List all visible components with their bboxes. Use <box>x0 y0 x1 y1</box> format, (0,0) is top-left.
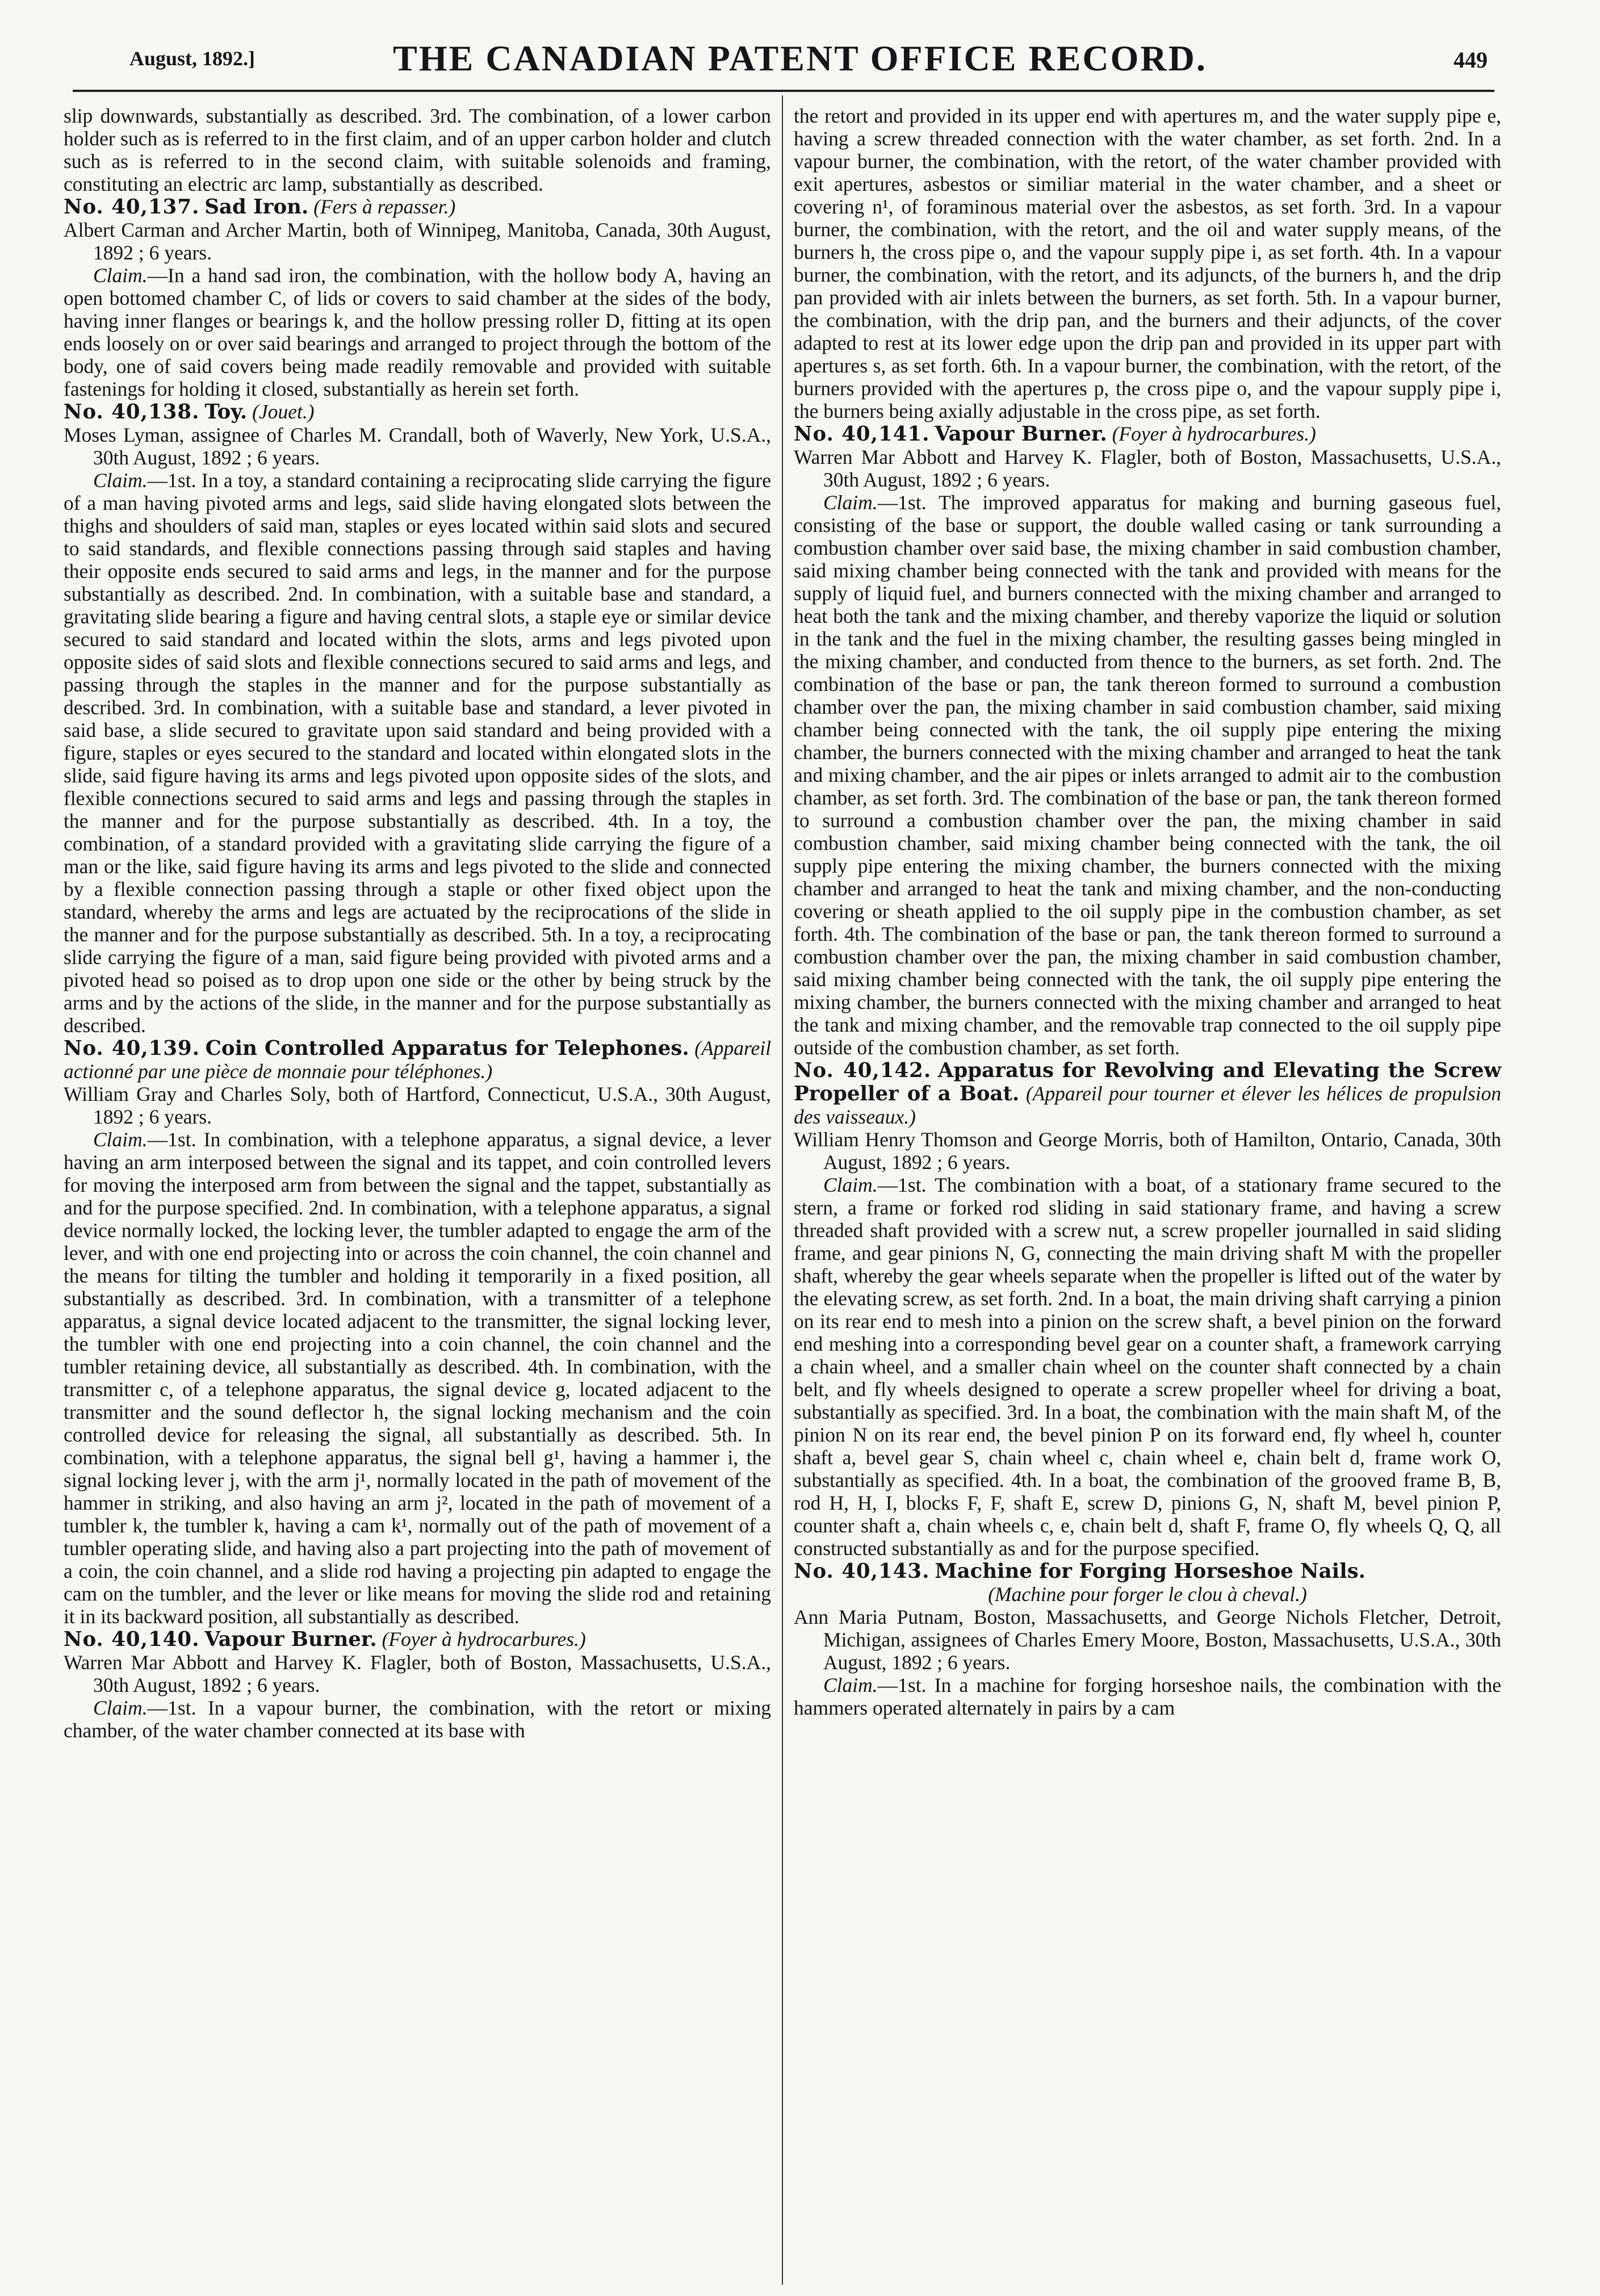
patent-french-title: (Jouet.) <box>252 400 315 423</box>
patent-heading <box>64 400 771 424</box>
claim-text: —1st. The combination with a boat, of a stationary frame secured to the stern, a frame or forked rod sliding in said stationary frame, and having a screw threaded shaft provided with a screw nut, a screw propeller journalled in said sliding frame, and gear pinions N, G, connecting the main driving shaft M with the propeller shaft, whereby the gear wheels separate when the propeller is lifted out of the water by the elevating screw, as set forth. 2nd. In a boat, the main driving shaft carrying a pinion on its rear end to mesh into a pinion on the screw shaft, a bevel pinion on the forward end meshing into a corresponding bevel gear on a counter shaft, a framework carrying a chain wheel, and a smaller chain wheel on the counter shaft connected by a chain belt, and fly wheels designed to operate a screw propeller wheel for driving a boat, substantially as specified. 3rd. In a boat, the combination with the main shaft M, of the pinion N on its rear end, the bevel pinion P on its forward end, fly wheel h, counter shaft a, bevel gear S, chain wheel c, chain wheel e, chain belt d, frame work O, substantially as specified. 4th. In a boat, the combination of the grooved frame B, B, rod H, H, I, blocks F, F, shaft E, screw D, pinions G, N, shaft M, bevel pinion P, counter shaft a, chain wheels c, e, chain belt d, shaft F, frame O, fly wheels Q, Q, all constructed substantially as and for the purpose specified. <box>794 1174 1501 1560</box>
page-header <box>0 0 1600 97</box>
patent-parties: William Henry Thomson and George Morris, both of Hamilton, Ontario, Canada, 30th August, 1892 ; 6 years. <box>794 1128 1501 1174</box>
patent-number: No. 40,142. <box>794 1059 932 1082</box>
patent-heading <box>64 1037 771 1083</box>
patent-french-title: (Appareil pour tourner et élever les hélices de propulsion des vaisseaux.) <box>794 1082 1502 1128</box>
patent-parties: Warren Mar Abbott and Harvey K. Flagler, both of Boston, Massachusetts, U.S.A., 30th August, 1892 ; 6 years. <box>64 1651 771 1696</box>
patent-title: Coin Controlled Apparatus for Telephones. <box>205 1037 689 1060</box>
patent-number: No. 40,139. <box>64 1037 200 1060</box>
patent-entry <box>64 400 771 1037</box>
patent-entry <box>64 195 771 400</box>
patent-heading <box>794 1560 1501 1583</box>
patent-heading <box>794 1059 1501 1128</box>
patent-claim <box>64 1696 771 1742</box>
patent-title: Vapour Burner. <box>204 1628 377 1651</box>
claim-text: —1st. In a machine for forging horseshoe nails, the combination with the hammers operated alternately in pairs by a cam <box>794 1674 1501 1719</box>
claim-label: Claim. <box>823 491 878 514</box>
patent-claim <box>64 1128 771 1628</box>
patent-heading <box>794 422 1501 446</box>
patent-number: No. 40,138. <box>64 400 200 424</box>
patent-french-title: (Appareil actionné par une pièce de monnaie pour téléphones.) <box>64 1037 772 1083</box>
patent-french-title: (Machine pour forger le clou à cheval.) <box>988 1583 1307 1606</box>
claim-label: Claim. <box>93 1696 148 1719</box>
patent-title: Vapour Burner. <box>935 422 1107 446</box>
patent-french-title: (Foyer à hydrocarbures.) <box>382 1628 586 1650</box>
patent-entry <box>794 1059 1501 1560</box>
continuation-text: the retort and provided in its upper end with apertures m, and the water supply pipe e, having a screw threaded connection with the water chamber, as set forth. 2nd. In a vapour burner, the combination, with the retort, of the water chamber provided with exit apertures, asbestos or similiar material in the water chamber, and a sheet or covering n¹, of foraminous material over the asbestos, as set forth. 3rd. In a vapour burner, the combination, with the retort, and the oil and water supply means, of the burners h, the cross pipe o, and the vapour supply pipe i, as set forth. 4th. In a vapour burner, the combination, with the retort, and its adjuncts, of the burners h, and the drip pan provided with air inlets between the burners, as set forth. 5th. In a vapour burner, the combination, with the drip pan, and the burners and their adjuncts, of the cover adapted to rest at its lower edge upon the drip pan and provided in its upper part with apertures s, as set forth. 6th. In a vapour burner, the combination, with the retort, of the burners provided with the apertures p, the cross pipe o, and the vapour supply pipe i, the burners being axially adjustable in the cross pipe, as set forth. <box>794 104 1501 422</box>
continuation-text: slip downwards, substantially as described. 3rd. The combination, of a lower carbon holder such as is referred to in the first claim, and of an upper carbon holder and clutch such as is referred to in the second claim, with suitable solenoids and framing, constituting an electric arc lamp, substantially as described. <box>64 104 771 195</box>
patent-parties: William Gray and Charles Soly, both of Hartford, Connecticut, U.S.A., 30th August, 1892 ; 6 years. <box>64 1083 771 1128</box>
left-column <box>64 104 771 1742</box>
patent-french-title: (Fers à repasser.) <box>313 195 456 218</box>
issue-date: August, 1892.] <box>129 47 256 70</box>
claim-label: Claim. <box>93 1128 148 1151</box>
patent-number: No. 40,140. <box>64 1628 200 1651</box>
patent-entry <box>794 422 1501 1059</box>
patent-title: Toy. <box>204 400 248 424</box>
claim-text: —1st. In a toy, a standard containing a reciprocating slide carrying the figure of a man having pivoted arms and legs, said slide having elongated slots between the thighs and shoulders of said man, staples or eyes located within said slots and secured to said standards, and flexible connections passing through said staples and having their opposite ends secured to said arms and legs, in the manner and for the purpose substantially as described. 2nd. In combination, with a suitable base and standard, a gravitating slide bearing a figure and having central slots, a staple eye or similar device secured to said standard and located within the slots, arms and legs pivoted upon opposite sides of said slots and flexible connections secured to said arms and legs, and passing through the staples in the manner and for the purpose substantially as described. 3rd. In combination, with a suitable base and standard, a lever pivoted in said base, a slide secured to gravitate upon said standard and being provided with a figure, staples or eyes secured to the standard and located within elongated slots in the slide, said figure having its arms and legs pivoted upon opposite sides of the slots, and flexible connections secured to said arms and legs and passing through the staples in the manner and for the purpose substantially as described. 4th. In a toy, the combination, of a standard provided with a gravitating slide carrying the figure of a man or the like, said figure having its arms and legs pivoted to the slide and connected by a flexible connection passing through a staple or other fixed object upon the standard, whereby the arms and legs are actuated by the reciprocations of the slide in the manner and for the purpose substantially as described. 5th. In a toy, a reciprocating slide carrying the figure of a man, said figure being provided with pivoted arms and a pivoted head so poised as to drop upon one side or the other by being struck by the arms and by the actions of the slide, in the manner and for the purpose substantially as described. <box>64 469 771 1037</box>
patent-title: Apparatus for Revolving and Elevating the Screw Propeller of a Boat. <box>794 1059 1501 1105</box>
patent-number: No. 40,141. <box>794 422 930 446</box>
right-column <box>794 104 1501 1719</box>
patent-title: Sad Iron. <box>204 195 309 219</box>
patent-claim <box>794 1174 1501 1560</box>
patent-french-title: (Foyer à hydrocarbures.) <box>1112 422 1316 445</box>
publication-title: THE CANADIAN PATENT OFFICE RECORD. <box>393 38 1207 78</box>
page-number: 449 <box>1454 47 1488 73</box>
claim-text: —1st. The improved apparatus for making and burning gaseous fuel, consisting of the base or support, the double walled casing or tank surrounding a combustion chamber over said base, the mixing chamber in said combustion chamber, said mixing chamber being connected with the tank and provided with means for the supply of liquid fuel, and burners connected with the mixing chamber and arranged to heat both the tank and the mixing chamber, and thereby vaporize the liquid or solution in the tank and the fuel in the mixing chamber, the resulting gasses being mingled in the mixing chamber, and conducted from thence to the burners, as set forth. 2nd. The combination of the base or pan, the tank thereon formed to surround a combustion chamber over the pan, the mixing chamber in said combustion chamber, said mixing chamber being connected with the tank, the oil supply pipe entering the mixing chamber, the burners connected with the mixing chamber and arranged to heat the tank and mixing chamber, and the air pipes or inlets arranged to admit air to the combustion chamber, as set forth. 3rd. The combination of the base or pan, the tank thereon formed to surround a combustion chamber over the pan, the mixing chamber in said combustion chamber, said mixing chamber being connected with the tank, the oil supply pipe entering the mixing chamber, the burners connected with the mixing chamber and arranged to heat the tank and mixing chamber, and the non-conducting covering or sheath applied to the oil supply pipe in the combustion chamber, as set forth. 4th. The combination of the base or pan, the tank thereon formed to surround a combustion chamber over the pan, the mixing chamber in said combustion chamber, said mixing chamber being connected with the tank, the oil supply pipe entering the mixing chamber, the burners connected with the mixing chamber and arranged to heat the tank and mixing chamber, and the removable trap connected to the oil supply pipe outside of the combustion chamber, as set forth. <box>794 491 1501 1059</box>
patent-claim <box>794 491 1501 1059</box>
column-divider <box>782 95 783 2285</box>
patent-heading <box>64 195 771 219</box>
claim-label: Claim. <box>823 1674 878 1696</box>
patent-title: Machine for Forging Horseshoe Nails. <box>935 1560 1366 1583</box>
patent-parties: Moses Lyman, assignee of Charles M. Crandall, both of Waverly, New York, U.S.A., 30th August, 1892 ; 6 years. <box>64 424 771 469</box>
patent-entry <box>64 1628 771 1742</box>
header-rule <box>73 90 1494 92</box>
patent-claim <box>64 264 771 400</box>
patent-parties: Warren Mar Abbott and Harvey K. Flagler, both of Boston, Massachusetts, U.S.A., 30th August, 1892 ; 6 years. <box>794 446 1501 491</box>
patent-parties: Albert Carman and Archer Martin, both of Winnipeg, Manitoba, Canada, 30th August, 1892 ; 6 years. <box>64 219 771 264</box>
claim-text: —1st. In a vapour burner, the combination, with the retort or mixing chamber, of the water chamber connected at its base with <box>64 1696 771 1742</box>
patent-claim <box>64 469 771 1037</box>
patent-entry <box>794 1560 1501 1719</box>
claim-label: Claim. <box>93 264 148 287</box>
patent-parties: Ann Maria Putnam, Boston, Massachusetts, and George Nichols Fletcher, Detroit, Michigan, assignees of Charles Emery Moore, Boston, Massachusetts, U.S.A., 30th August, 1892 ; 6 years. <box>794 1606 1501 1674</box>
claim-label: Claim. <box>823 1174 878 1196</box>
claim-text: —In a hand sad iron, the combination, with the hollow body A, having an open bottomed chamber C, of lids or covers to said chamber at the sides of the body, having inner flanges or bearings k, and the hollow pressing roller D, fitting at its open ends loosely on or over said bearings and arranged to project through the bottom of the body, one of said covers being made readily removable and provided with suitable fastenings for holding it closed, substantially as herein set forth. <box>64 264 771 400</box>
patent-claim <box>794 1674 1501 1719</box>
claim-text: —1st. In combination, with a telephone apparatus, a signal device, a lever having an arm interposed between the signal and its tappet, and coin controlled levers for moving the interposed arm from between the signal and the tappet, substantially as and for the purpose specified. 2nd. In combination, with a telephone apparatus, a signal device normally locked, the locking lever, the tumbler adapted to engage the arm of the lever, and with one end projecting into or across the coin channel, the coin channel and the means for tilting the tumbler and holding it temporarily in a fixed position, all substantially as described. 3rd. In combination, with a transmitter of a telephone apparatus, a signal device located adjacent to the transmitter, the signal locking lever, the tumbler with one end projecting into a coin channel, the coin channel and the tumbler retaining device, all substantially as described. 4th. In combination, with the transmitter c, of a telephone apparatus, the signal device g, located adjacent to the transmitter and the sound deflector h, the signal locking mechanism and the coin controlled device for releasing the signal, all substantially as described. 5th. In combination, with a telephone apparatus, the signal bell g¹, having a hammer i, the signal locking lever j, with the arm j¹, normally located in the path of movement of the hammer in striking, and also having an arm j², located in the path of movement of a tumbler k, the tumbler k, having a cam k¹, normally out of the path of movement of a tumbler operating slide, and having also a part projecting into the path of movement of a coin, the coin channel, and a slide rod having a projecting pin adapted to engage the cam on the tumbler, and the lever or like means for moving the slide rod and retaining it in its backward position, all substantially as described. <box>64 1128 771 1628</box>
patent-number: No. 40,137. <box>64 195 200 219</box>
claim-label: Claim. <box>93 469 148 492</box>
patent-entry <box>64 1037 771 1628</box>
patent-heading <box>64 1628 771 1651</box>
patent-number: No. 40,143. <box>794 1560 930 1583</box>
